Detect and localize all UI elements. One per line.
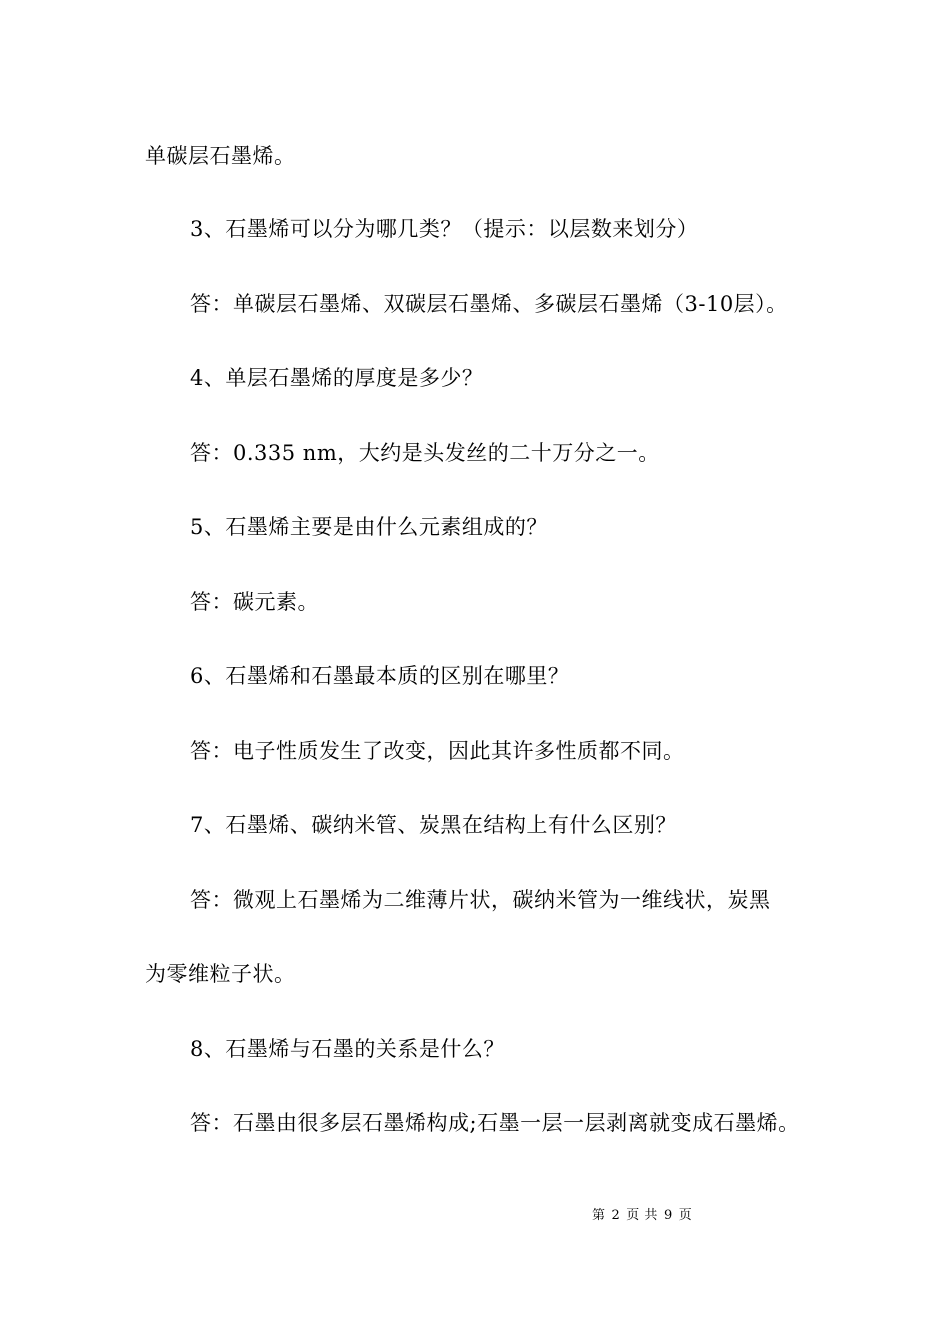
question-5: 5、石墨烯主要是由什么元素组成的？ — [190, 515, 548, 539]
question-7: 7、石墨烯、碳纳米管、炭黑在结构上有什么区别？ — [190, 813, 677, 837]
footer-prefix: 第 — [592, 1208, 606, 1223]
paragraph-continuation: 单碳层石墨烯。 — [145, 144, 296, 168]
footer-total-pages: 9 — [663, 1208, 673, 1223]
answer-7-line-2: 为零维粒子状。 — [145, 962, 296, 986]
answer-5: 答：碳元素。 — [190, 590, 319, 614]
answer-6: 答：电子性质发生了改变，因此其许多性质都不同。 — [190, 739, 685, 763]
answer-3: 答：单碳层石墨烯、双碳层石墨烯、多碳层石墨烯（3-10层）。 — [190, 292, 788, 316]
answer-8: 答：石墨由很多层石墨烯构成;石墨一层一层剥离就变成石墨烯。 — [190, 1111, 800, 1135]
footer-page-number: 2 — [611, 1208, 621, 1223]
footer-middle: 页 共 — [626, 1208, 658, 1223]
answer-4: 答：0.335 nm，大约是头发丝的二十万分之一。 — [190, 441, 660, 465]
footer-suffix: 页 — [678, 1208, 693, 1223]
question-8: 8、石墨烯与石墨的关系是什么？ — [190, 1037, 505, 1061]
question-6: 6、石墨烯和石墨最本质的区别在哪里？ — [190, 664, 570, 688]
question-3: 3、石墨烯可以分为哪几类？（提示：以层数来划分） — [190, 217, 699, 241]
answer-7-line-1: 答：微观上石墨烯为二维薄片状，碳纳米管为一维线状，炭黑 — [190, 888, 771, 912]
question-4: 4、单层石墨烯的厚度是多少？ — [190, 366, 484, 390]
